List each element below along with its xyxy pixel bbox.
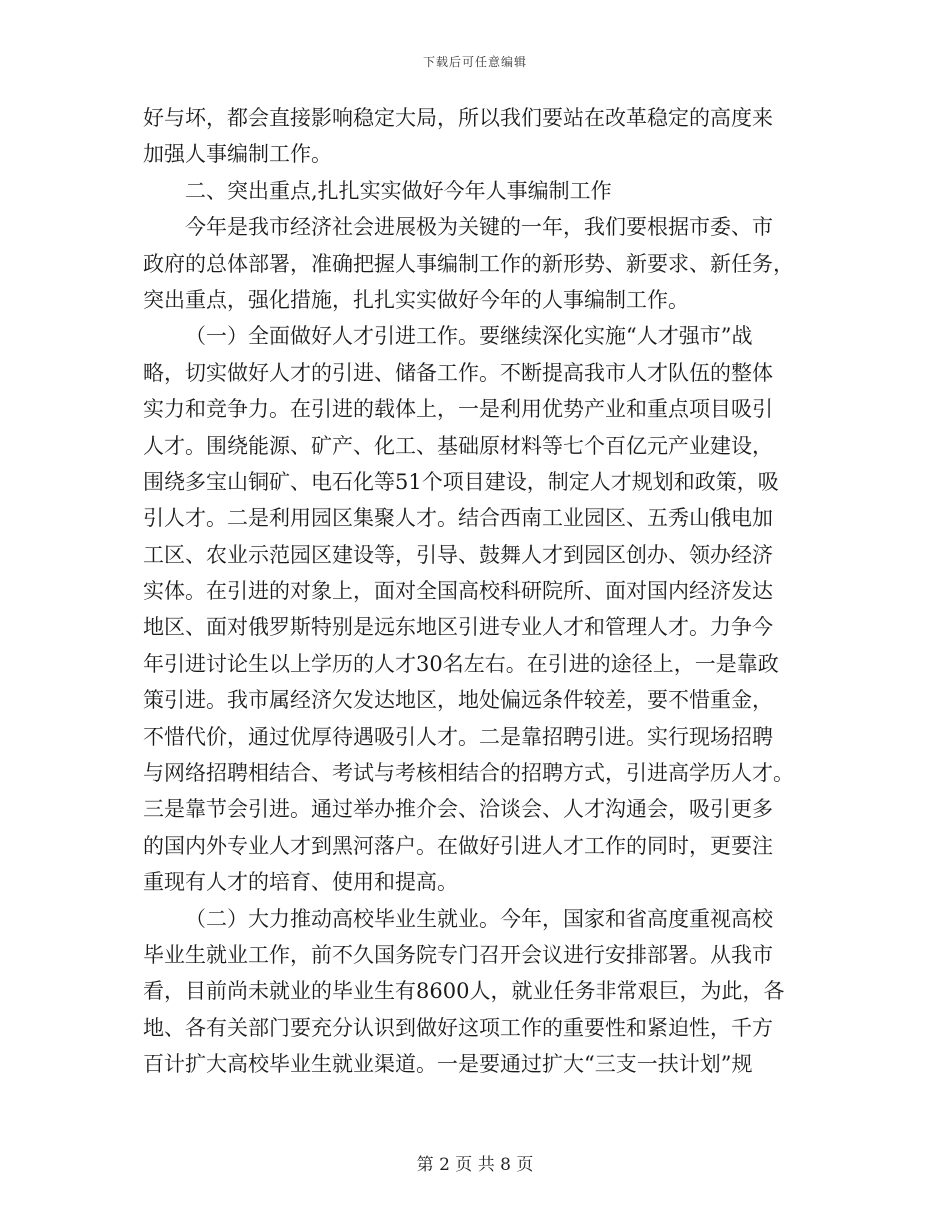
page-header-note: 下载后可任意编辑 [422,55,527,69]
text-line: 实力和竞争力。在引进的载体上，一是利用优势产业和重点项目吸引 [143,397,773,422]
text-line: 不惜代价，通过优厚待遇吸引人才。二是靠招聘引进。实行现场招聘 [143,724,773,749]
text-line: 三是靠节会引进。通过举办推介会、洽谈会、人才沟通会，吸引更多 [143,797,773,822]
text-line: 地区、面对俄罗斯特别是远东地区引进专业人才和管理人才。力争今 [143,615,773,640]
text-line: （二）大力推动高校毕业生就业。今年，国家和省高度重视高校 [185,906,773,931]
text-line: 毕业生就业工作，前不久国务院专门召开会议进行安排部署。从我市 [143,942,773,967]
text-line: 引人才。二是利用园区集聚人才。结合西南工业园区、五秀山俄电加 [143,506,773,531]
document-body [143,100,807,1083]
text-line: 地、各有关部门要充分认识到做好这项工作的重要性和紧迫性，千方 [143,1015,773,1040]
text-line: 工区、农业示范园区建设等，引导、鼓舞人才到园区创办、领办经济 [143,542,773,567]
text-line: 今年是我市经济社会进展极为关键的一年，我们要根据市委、市 [185,215,773,240]
text-line: 围绕多宝山铜矿、电石化等51个项目建设，制定人才规划和政策，吸 [143,469,779,494]
section-heading: 二、突出重点,扎扎实实做好今年人事编制工作 [185,178,612,203]
text-line: 年引进讨论生以上学历的人才30名左右。在引进的途径上，一是靠政 [143,651,779,676]
text-line: 人才。围绕能源、矿产、化工、基础原材料等七个百亿元产业建设， [143,433,773,458]
text-line: 好与坏，都会直接影响稳定大局，所以我们要站在改革稳定的高度来 [143,106,773,130]
text-line: 略，切实做好人才的引进、储备工作。不断提高我市人才队伍的整体 [143,360,773,385]
text-line: 加强人事编制工作。 [143,142,332,167]
text-line: 突出重点，强化措施，扎扎实实做好今年的人事编制工作。 [143,287,689,312]
text-line: 的国内外专业人才到黑河落户。在做好引进人才工作的同时，更要注 [143,833,773,858]
text-line: 百计扩大高校毕业生就业渠道。一是要通过扩大“三支一扶计划”规 [143,1052,753,1077]
page-number: 第 2 页 共 8 页 [416,1155,534,1175]
text-line: 与网络招聘相结合、考试与考核相结合的招聘方式，引进高学历人才。 [143,761,794,786]
text-line: 政府的总体部署，准确把握人事编制工作的新形势、新要求、新任务， [143,251,794,276]
text-line: 实体。在引进的对象上，面对全国高校科研院所、面对国内经济发达 [143,579,773,604]
text-line: 策引进。我市属经济欠发达地区，地处偏远条件较差，要不惜重金， [143,688,773,713]
text-line: 重现有人才的培育、使用和提高。 [143,870,458,895]
text-line: 看，目前尚未就业的毕业生有8600人，就业任务非常艰巨，为此，各 [143,979,785,1004]
text-line: （一）全面做好人才引进工作。要继续深化实施“人才强市”战 [185,324,753,349]
